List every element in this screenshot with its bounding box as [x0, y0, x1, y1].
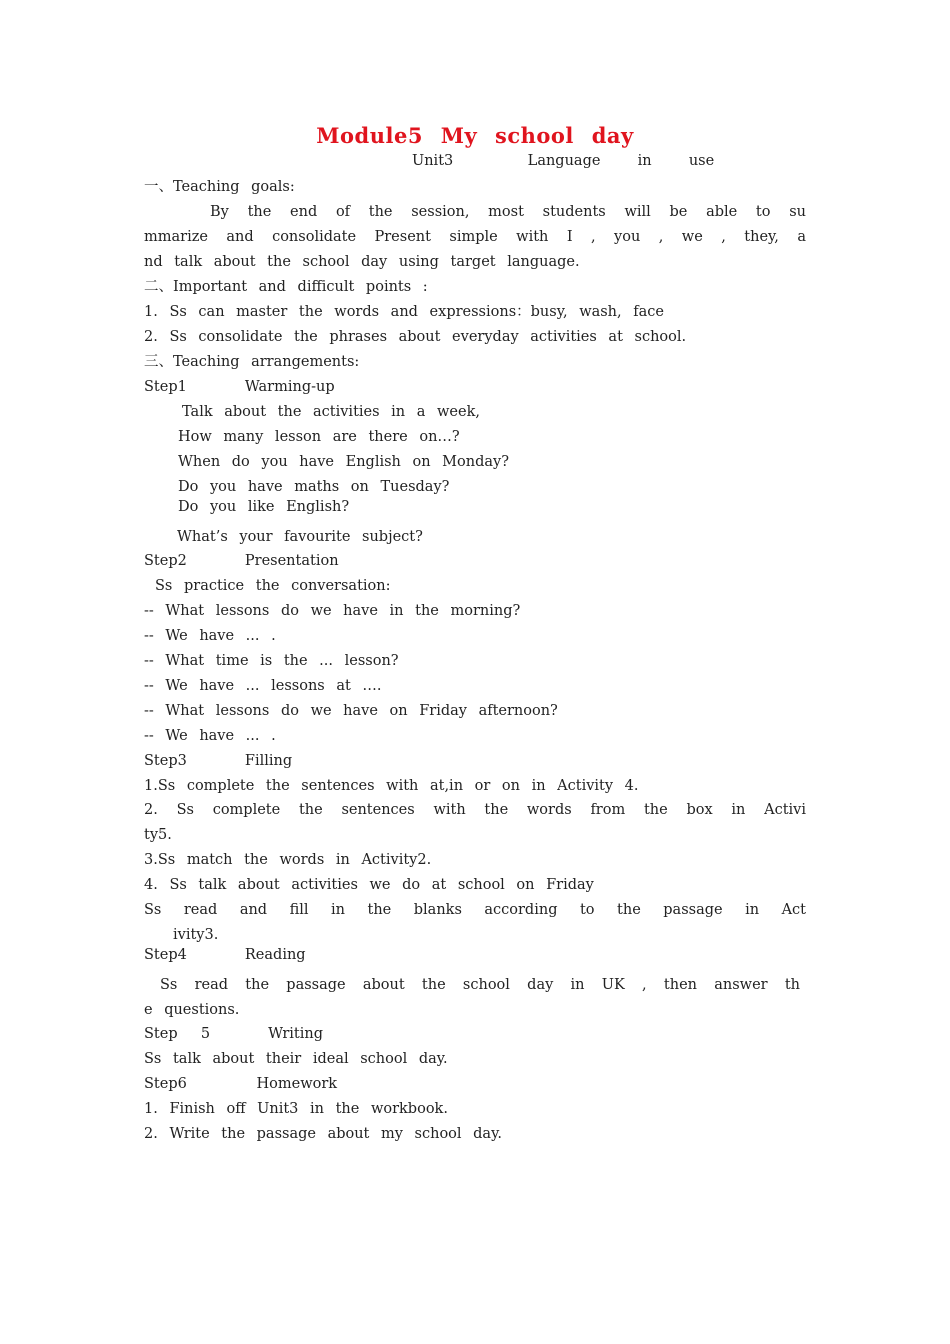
step-heading: Step4 Reading — [144, 947, 306, 963]
step-heading: Step 5 Writing — [144, 1026, 324, 1042]
goals-text-line: mmarize and consolidate Present simple with I , you , we , they, a — [144, 229, 806, 245]
step-text-line: Do you like English? — [178, 499, 350, 515]
section-heading-arrangements: 三、Teaching arrangements: — [144, 354, 360, 370]
conversation-line: -- We have ... . — [144, 628, 276, 644]
step-text-line: 2. Ss complete the sentences with the words from the box in Activi — [144, 802, 806, 818]
step-heading: Step2 Presentation — [144, 553, 339, 569]
step-text-line: 1.Ss complete the sentences with at,in or on in Activity 4. — [144, 778, 639, 794]
conversation-line: -- What time is the ... lesson? — [144, 653, 399, 669]
step-text-line: Ss talk about their ideal school day. — [144, 1051, 448, 1067]
step-text-line: Talk about the activities in a week, — [182, 404, 480, 420]
conversation-line: -- What lessons do we have in the morning? — [144, 603, 521, 619]
conversation-line: -- What lessons do we have on Friday afternoon? — [144, 703, 558, 719]
step-text-line: e questions. — [144, 1002, 240, 1018]
points-item: 2. Ss consolidate the phrases about everyday activities at school. — [144, 329, 687, 345]
step-text-line: Ss read the passage about the school day in UK , then answer th — [160, 977, 800, 993]
homework-item: 2. Write the passage about my school day. — [144, 1126, 502, 1142]
goals-text-line: By the end of the session, most students will be able to su — [210, 204, 806, 220]
step-text-line: 4. Ss talk about activities we do at school on Friday — [144, 877, 594, 893]
section-heading-points: 二、Important and difficult points : — [144, 279, 428, 295]
goals-text-line: nd talk about the school day using target language. — [144, 254, 580, 270]
step-heading: Step6 Homework — [144, 1076, 338, 1092]
step-text-line: How many lesson are there on…? — [178, 429, 460, 445]
step-text-line: When do you have English on Monday? — [178, 454, 509, 470]
conversation-line: -- We have ... . — [144, 728, 276, 744]
step-text-line: ivity3. — [173, 927, 219, 943]
points-item: 1. Ss can master the words and expressions：busy, wash, face — [144, 304, 664, 320]
step-text-line: Ss read and fill in the blanks according to the passage in Act — [144, 902, 806, 918]
section-heading-goals: 一、Teaching goals: — [144, 179, 295, 195]
step-heading: Step1 Warming-up — [144, 379, 335, 395]
step-text-line: What’s your favourite subject? — [177, 529, 423, 545]
document-subtitle: Unit3 Language in use — [412, 153, 715, 169]
homework-item: 1. Finish off Unit3 in the workbook. — [144, 1101, 448, 1117]
step-text-line: ty5. — [144, 827, 172, 843]
step-text-line: Do you have maths on Tuesday? — [178, 479, 450, 495]
step-text-line: 3.Ss match the words in Activity2. — [144, 852, 432, 868]
conversation-line: -- We have ... lessons at …. — [144, 678, 382, 694]
step-text-line: Ss practice the conversation: — [155, 578, 391, 594]
step-heading: Step3 Filling — [144, 753, 293, 769]
document-title: Module5 My school day — [316, 123, 634, 148]
